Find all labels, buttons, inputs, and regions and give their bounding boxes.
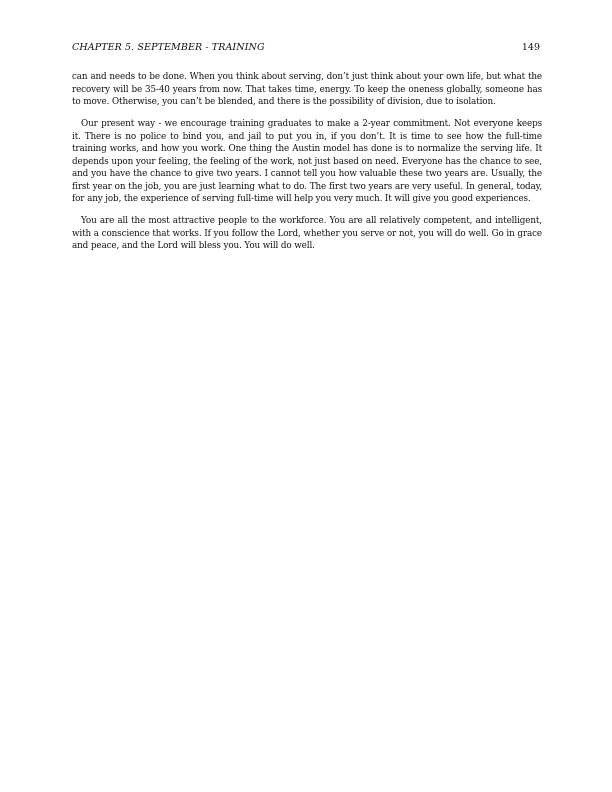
page-number: 149 [521, 42, 540, 53]
paragraph-commitment: Our present way - we encourage training graduates to make a 2-year commitment. Not everyone keeps it. There is no police to bind you, and jail to put you in, if you don’t. It is time to see how the full-time training works, and how you work. One thing the Austin model has done is to normalize the serving life. It depends upon your feeling, the feeling of the work, not just based on need. Everyone has the chance to see, and you have the chance to give two years. I cannot tell you how valuable these two years are. Usually, the first year on the job, you are just learning what to do. The first two years are very useful. In general, today, for any job, the experience of serving full-time will help you very much. It will give you good experiences. [72, 119, 542, 204]
paragraph-continued: can and needs to be done. When you think about serving, don’t just think about your own life, but what the recovery will be 35-40 years from now. That takes time, energy. To keep the oneness globally, someone has to move. Otherwise, you can’t be blended, and there is the possibility of division, due to isolation. [72, 72, 542, 107]
running-header [72, 42, 540, 54]
paragraph-closing: You are all the most attractive people to the workforce. You are all relatively competent, and intelligent, with a conscience that works. If you follow the Lord, whether you serve or not, you will do well. Go in grace and peace, and the Lord will bless you. You will do well. [72, 216, 542, 251]
chapter-title: CHAPTER 5. SEPTEMBER - TRAINING [72, 42, 265, 53]
body-text [72, 71, 542, 262]
